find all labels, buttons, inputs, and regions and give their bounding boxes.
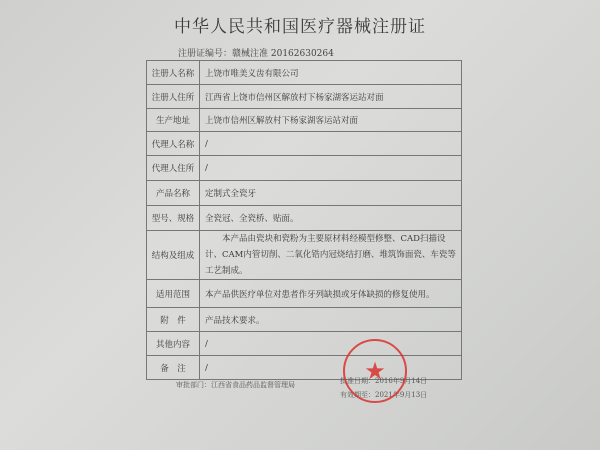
row-value: 定制式全瓷牙 <box>200 181 462 206</box>
row-value: 产品技术要求。 <box>200 308 462 332</box>
row-label: 代理人名称 <box>147 132 200 156</box>
row-label: 备 注 <box>147 356 200 380</box>
row-label: 注册人名称 <box>147 61 200 85</box>
table-row <box>147 61 462 85</box>
valid-until: 有效期至：2021年9月13日 <box>340 391 428 399</box>
table-row <box>147 332 462 356</box>
row-label: 型号、规格 <box>147 206 200 231</box>
row-label: 注册人住所 <box>147 85 200 109</box>
table-row <box>147 181 462 206</box>
table-row <box>147 231 462 280</box>
row-label: 其他内容 <box>147 332 200 356</box>
row-value: 江西省上饶市信州区解放村下杨家湖客运站对面 <box>200 85 462 109</box>
row-value: 全瓷冠、全瓷桥、贴面。 <box>200 206 462 231</box>
row-label: 生产地址 <box>147 109 200 132</box>
row-label: 附 件 <box>147 308 200 332</box>
star-icon: ★ <box>364 357 386 385</box>
row-label: 适用范围 <box>147 280 200 308</box>
reg-no-value: 赣械注准 20162630264 <box>232 49 334 59</box>
table-row <box>147 132 462 156</box>
row-value: / <box>200 356 462 380</box>
row-value: / <box>200 132 462 156</box>
row-value: 上饶市信州区解放村下杨家湖客运站对面 <box>200 109 462 132</box>
document-title: 中华人民共和国医疗器械注册证 <box>174 17 426 37</box>
certificate-table <box>146 60 462 380</box>
row-value: 本产品供医疗单位对患者作牙列缺损或牙体缺损的修复使用。 <box>200 280 462 308</box>
row-label: 产品名称 <box>147 181 200 206</box>
table-row <box>147 206 462 231</box>
reg-no-label: 注册证编号： <box>178 49 233 59</box>
table-row <box>147 109 462 132</box>
approval-department: 审批部门：江西省食品药品监督管理局 <box>176 381 295 389</box>
row-value: 上饶市唯美义齿有限公司 <box>200 61 462 85</box>
registration-number <box>178 46 334 59</box>
row-value: / <box>200 332 462 356</box>
row-label: 结构及组成 <box>147 231 200 280</box>
table-row <box>147 280 462 308</box>
table-row <box>147 308 462 332</box>
row-label: 代理人住所 <box>147 156 200 181</box>
row-value: 本产品由瓷块和瓷粉为主要原材料经模型修整、CAD扫描设计、CAM内管切削、二氧化锆内冠烧结打磨、堆筑饰面瓷、车瓷等工艺制成。 <box>200 231 462 280</box>
row-value: / <box>200 156 462 181</box>
official-seal <box>343 339 407 403</box>
table-row <box>147 85 462 109</box>
approval-date: 批准日期：2016年9月14日 <box>340 377 428 385</box>
table-row <box>147 156 462 181</box>
